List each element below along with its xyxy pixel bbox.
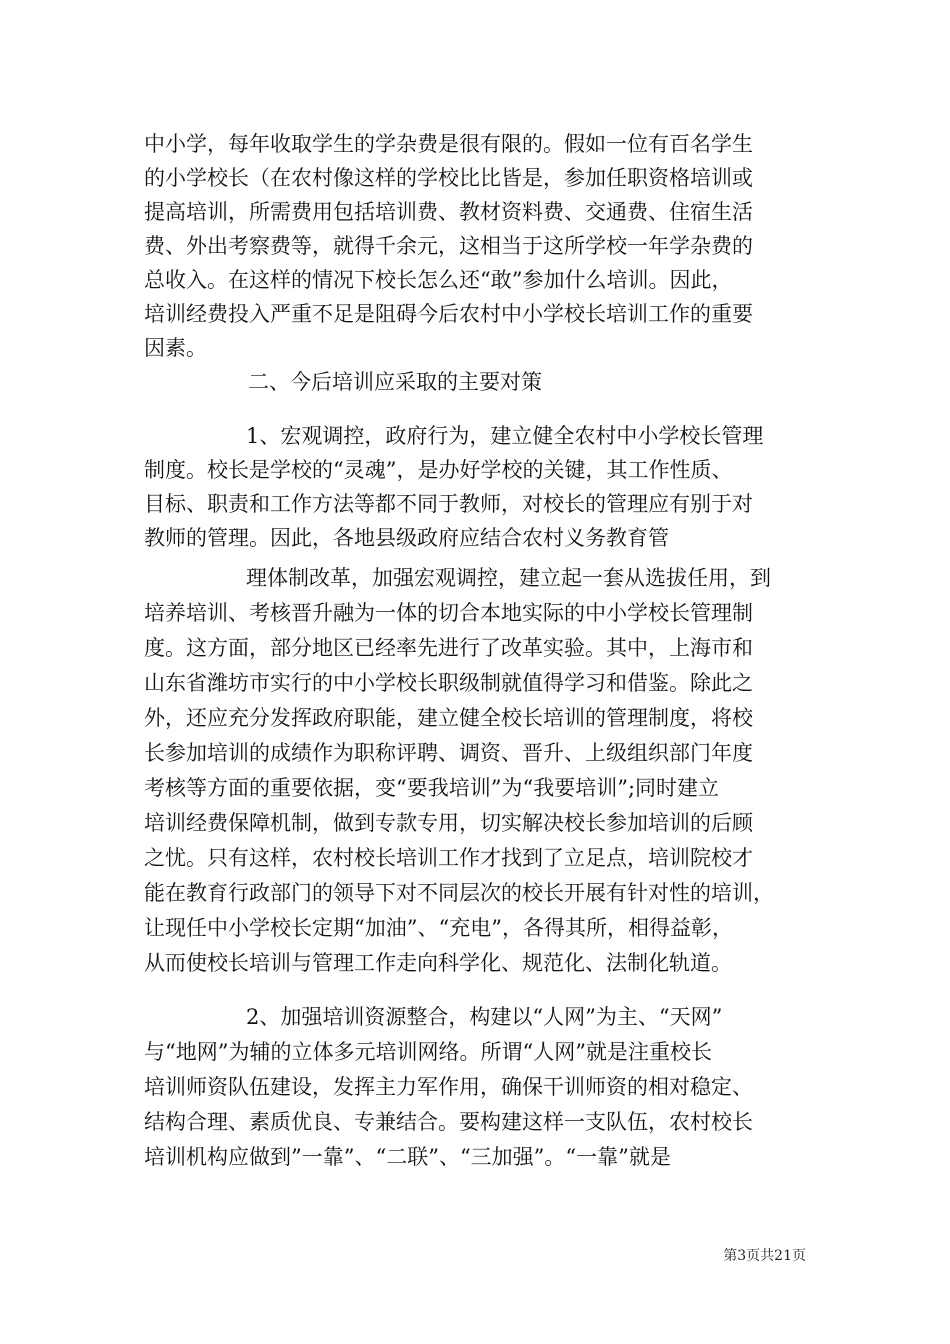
body-line: 结构合理、素质优良、专兼结合。要构建这样一支队伍，农村校长: [144, 1110, 753, 1134]
body-line: 1、宏观调控，政府行为，建立健全农村中小学校长管理: [246, 424, 764, 448]
body-line: 培训经费保障机制，做到专款专用，切实解决校长参加培训的后顾: [144, 811, 753, 835]
body-line: 考核等方面的重要依据，变“要我培训”为“我要培训”;同时建立: [144, 776, 720, 800]
body-line: 之忧。只有这样，农村校长培训工作才找到了立足点，培训院校才: [144, 846, 753, 870]
body-line: 的小学校长（在农村像这样的学校比比皆是，参加任职资格培训或: [144, 166, 753, 190]
body-line: 因素。: [144, 336, 207, 360]
body-line: 从而使校长培训与管理工作走向科学化、规范化、法制化轨道。: [144, 951, 732, 975]
body-line: 培训师资队伍建设，发挥主力军作用，确保干训师资的相对稳定、: [144, 1075, 753, 1099]
body-line: 费、外出考察费等，就得千余元，这相当于这所学校一年学杂费的: [144, 234, 753, 258]
body-line: 让现任中小学校长定期“加油”、“充电”，各得其所，相得益彰，: [144, 916, 733, 940]
body-line: 理体制改革，加强宏观调控，建立起一套从选拔任用，到: [246, 566, 771, 590]
body-line: [144, 1174, 950, 1210]
page-number: 第3页共21页: [723, 1248, 806, 1264]
body-line: 教师的管理。因此，各地县级政府应结合农村义务教育管: [144, 526, 669, 550]
body-line: 培训机构应做到”一靠”、“二联”、“三加强”。“一靠”就是: [144, 1145, 671, 1169]
body-line: 2、加强培训资源整合，构建以“人网”为主、“天网”: [246, 1005, 723, 1029]
body-line: 度。这方面，部分地区已经率先进行了改革实验。其中，上海市和: [144, 636, 753, 660]
body-line: 山东省潍坊市实行的中小学校长职级制就值得学习和借鉴。除此之: [144, 671, 753, 695]
body-line: 外，还应充分发挥政府职能，建立健全校长培训的管理制度，将校: [144, 706, 753, 730]
body-line: 与“地网”为辅的立体多元培训网络。所谓“人网”就是注重校长: [144, 1040, 712, 1064]
body-line: 中小学，每年收取学生的学杂费是很有限的。假如一位有百名学生: [144, 132, 753, 156]
body-line: 长参加培训的成绩作为职称评聘、调资、晋升、上级组织部门年度: [144, 741, 753, 765]
body-line: 能在教育行政部门的领导下对不同层次的校长开展有针对性的培训，: [144, 881, 774, 905]
body-line: 制度。校长是学校的“灵魂”，是办好学校的关键，其工作性质、: [144, 458, 733, 482]
body-line: 目标、职责和工作方法等都不同于教师，对校长的管理应有别于对: [144, 492, 753, 516]
body-line: 总收入。在这样的情况下校长怎么还“敢”参加什么培训。因此，: [144, 268, 733, 292]
body-line: 培养培训、考核晋升融为一体的切合本地实际的中小学校长管理制: [144, 601, 753, 625]
section-heading: 二、今后培训应采取的主要对策: [248, 370, 542, 394]
body-line: 培训经费投入严重不足是阻碍今后农村中小学校长培训工作的重要: [144, 302, 753, 326]
body-line: 提高培训，所需费用包括培训费、教材资料费、交通费、住宿生活: [144, 200, 753, 224]
